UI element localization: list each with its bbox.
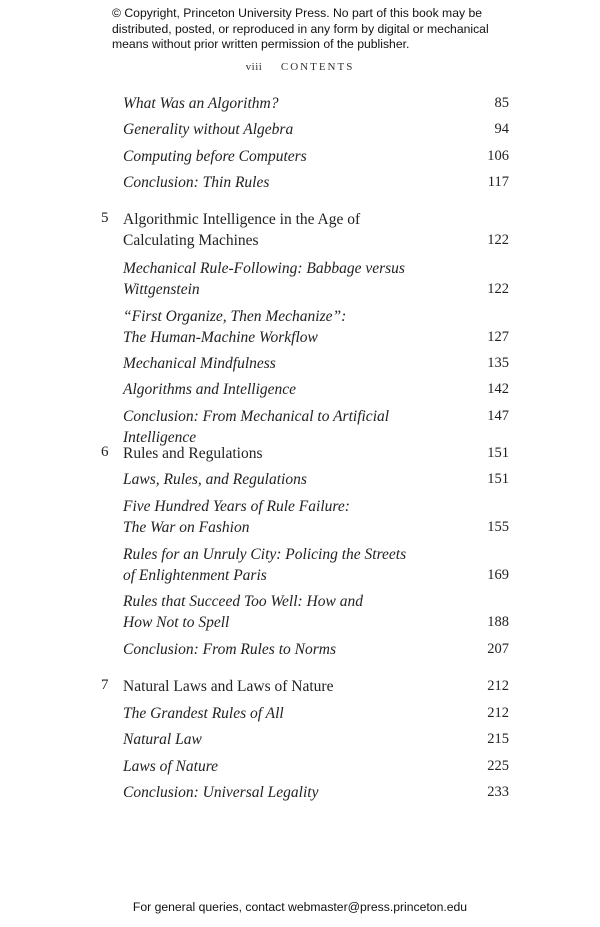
chapter-title (123, 209, 463, 251)
toc-section (0, 406, 600, 446)
toc-section (0, 703, 600, 724)
title-line: Conclusion: From Mechanical to Artificial Intelligence (123, 408, 390, 446)
page-number: 85 (494, 95, 509, 111)
page-number: 212 (487, 705, 509, 721)
chapter-title (123, 676, 463, 697)
page-number: 212 (487, 678, 509, 694)
title-line: The War on Fashion (123, 519, 250, 536)
toc-section (0, 639, 600, 660)
section-title (123, 172, 463, 193)
page-number: 207 (487, 641, 509, 657)
copyright-line: means without prior written permission of the publisher. (112, 37, 410, 51)
footer-contact: For general queries, contact webmaster@press.princeton.edu (132, 900, 468, 914)
section-title (123, 496, 463, 538)
page-number: 117 (487, 174, 509, 190)
title-line: Rules that Succeed Too Well: How and (123, 593, 363, 610)
title-line: What Was an Algorithm? (123, 95, 279, 112)
section-title (123, 379, 463, 400)
section-title (123, 782, 463, 803)
title-line: The Grandest Rules of All (123, 705, 284, 722)
title-line: Algorithmic Intelligence in the Age of (123, 211, 361, 228)
copyright-line: © Copyright, Princeton University Press. No part of this book may be (112, 6, 483, 20)
section-title (123, 258, 463, 300)
page-number: 155 (487, 519, 509, 535)
section-title (123, 119, 463, 140)
chapter-title (123, 443, 463, 464)
section-title (123, 591, 463, 633)
running-head-title: CONTENTS (280, 61, 355, 73)
chapter-number: 7 (101, 677, 109, 693)
title-line: Mechanical Mindfulness (123, 355, 276, 372)
section-title (123, 93, 463, 114)
title-line: Conclusion: From Rules to Norms (123, 641, 336, 658)
title-line: Natural Law (123, 731, 202, 748)
toc-section (0, 782, 600, 803)
section-title (123, 756, 463, 777)
toc-section (0, 353, 600, 374)
title-line: Rules and Regulations (123, 445, 263, 462)
section-title (123, 703, 463, 724)
title-line: “First Organize, Then Mechanize”: (123, 308, 347, 325)
copyright-line: distributed, posted, or reproduced in any form by digital or mechanical (112, 21, 489, 36)
section-title (123, 353, 463, 374)
title-line: of Enlightenment Paris (123, 567, 267, 584)
toc-section (0, 729, 600, 750)
toc-section (0, 379, 600, 400)
section-title (123, 544, 463, 586)
toc-section (0, 172, 600, 193)
toc-chapter (0, 676, 600, 697)
toc-section (0, 119, 600, 140)
page-number: 215 (487, 731, 509, 747)
title-line: Mechanical Rule-Following: Babbage versus (123, 260, 405, 277)
chapter-number: 6 (101, 444, 109, 460)
section-title (123, 406, 463, 448)
toc-section (0, 591, 600, 633)
running-head (0, 61, 600, 73)
toc-section (0, 469, 600, 490)
toc-section (0, 544, 600, 586)
toc-section (0, 496, 600, 538)
title-line: Natural Laws and Laws of Nature (123, 678, 334, 695)
page-number: 94 (494, 121, 509, 137)
page-number: 151 (487, 445, 509, 461)
toc-section (0, 146, 600, 167)
section-title (123, 729, 463, 750)
page-number: 169 (487, 567, 509, 583)
page-number: 122 (487, 281, 509, 297)
toc-chapter (0, 209, 600, 251)
page-number: 142 (487, 381, 509, 397)
title-line: Calculating Machines (123, 232, 259, 249)
title-line: The Human-Machine Workflow (123, 329, 318, 346)
title-line: Conclusion: Universal Legality (123, 784, 319, 801)
copyright-notice (112, 6, 512, 53)
toc-section (0, 258, 600, 300)
page-number: 188 (487, 614, 509, 630)
title-line: Generality without Algebra (123, 121, 294, 138)
page-number: 151 (487, 471, 509, 487)
page-number: 233 (487, 784, 509, 800)
title-line: Rules for an Unruly City: Policing the Streets (123, 546, 407, 563)
title-line: Laws of Nature (123, 758, 219, 775)
page-number: 122 (487, 232, 509, 248)
section-title (123, 146, 463, 167)
chapter-number: 5 (101, 210, 109, 226)
title-line: Computing before Computers (123, 148, 307, 165)
section-title (123, 469, 463, 490)
section-title (123, 306, 463, 348)
title-line: Conclusion: Thin Rules (123, 174, 270, 191)
toc-section (0, 93, 600, 114)
page-number: 225 (487, 758, 509, 774)
toc-chapter (0, 443, 600, 464)
title-line: How Not to Spell (123, 614, 230, 631)
section-title (123, 639, 463, 660)
title-line: Laws, Rules, and Regulations (123, 471, 307, 488)
page-number: 147 (487, 408, 509, 424)
title-line: Algorithms and Intelligence (123, 381, 297, 398)
title-line: Wittgenstein (123, 281, 200, 298)
page-number: 135 (487, 355, 509, 371)
page-folio: viii (245, 61, 263, 73)
page-number: 106 (487, 148, 509, 164)
title-line: Five Hundred Years of Rule Failure: (123, 498, 350, 515)
toc-section (0, 306, 600, 348)
page-number: 127 (487, 329, 509, 345)
toc-section (0, 756, 600, 777)
